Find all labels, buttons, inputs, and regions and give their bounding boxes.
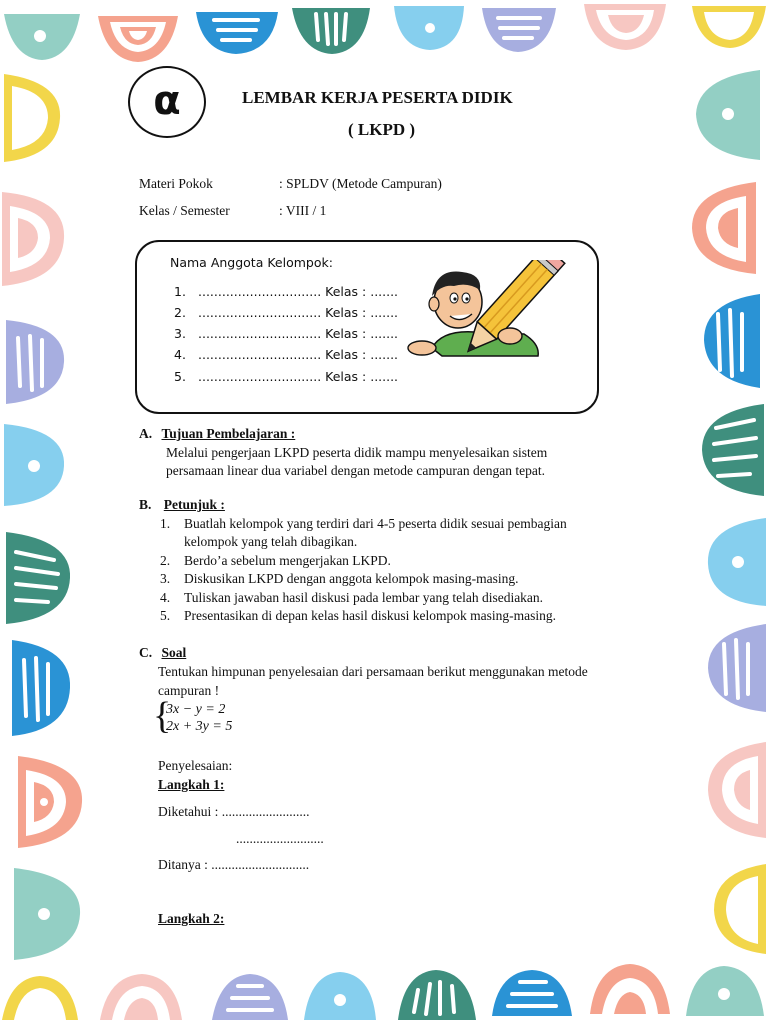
materi-value: : SPLDV (Metode Campuran) <box>279 176 442 191</box>
kelas-value: : VIII / 1 <box>279 203 327 218</box>
instruction-text-continued: kelompok yang telah dibagikan. <box>184 534 358 549</box>
instruction-text: Diskusikan LKPD dengan anggota kelompok masing-masing. <box>184 571 519 586</box>
instruction-text: Presentasikan di depan kelas hasil diskusi kelompok masing-masing. <box>184 608 556 623</box>
section-c-heading <box>139 645 186 661</box>
section-a-text-line2: persamaan linear dua variabel dengan metode campuran dengan tepat. <box>166 463 545 478</box>
diketahui-line: Diketahui : .......................... <box>158 804 310 819</box>
member-number: 4. <box>174 347 186 362</box>
instruction-number: 2. <box>160 553 171 568</box>
section-a-letter: A. <box>139 426 153 441</box>
equation-brace: { <box>153 695 172 737</box>
langkah-2-heading: Langkah 2: <box>158 911 225 926</box>
section-b-title: Petunjuk : <box>163 497 225 512</box>
instruction-text: Buatlah kelompok yang terdiri dari 4-5 peserta didik sesuai pembagian <box>184 516 567 531</box>
member-entry: ............................... Kelas : ....... <box>198 284 399 299</box>
section-a-text-line1: Melalui pengerjaan LKPD peserta didik mampu menyelesaikan sistem <box>166 445 548 460</box>
alpha-logo <box>128 66 206 138</box>
member-entry: ............................... Kelas : ....... <box>198 305 399 320</box>
instruction-item <box>160 571 518 587</box>
section-c-title: Soal <box>161 645 187 660</box>
penyelesaian-label: Penyelesaian: <box>158 758 233 773</box>
instruction-item <box>160 553 391 569</box>
instruction-number: 1. <box>160 516 171 531</box>
instruction-item <box>160 516 567 532</box>
soal-text-line1: Tentukan himpunan penyelesaian dari persamaan berikut menggunakan metode <box>158 664 588 679</box>
member-row <box>174 284 398 299</box>
cartoon-boy-pencil-illustration <box>402 260 572 382</box>
member-number: 5. <box>174 369 186 384</box>
soal-text-line2: campuran ! <box>158 683 220 698</box>
member-entry: ............................... Kelas : ....... <box>198 369 399 384</box>
member-number: 3. <box>174 326 186 341</box>
equation-2: 2x + 3y = 5 <box>166 719 233 734</box>
member-row <box>174 347 398 362</box>
member-entry: ............................... Kelas : ....... <box>198 347 399 362</box>
group-box-title: Nama Anggota Kelompok: <box>170 255 333 270</box>
document-title: LEMBAR KERJA PESERTA DIDIK <box>242 88 513 107</box>
section-c-letter: C. <box>139 645 153 660</box>
member-row <box>174 369 398 384</box>
diketahui-line-2: .......................... <box>236 831 324 846</box>
section-a-title: Tujuan Pembelajaran : <box>161 426 296 441</box>
member-row <box>174 326 398 341</box>
langkah-1-heading: Langkah 1: <box>158 777 225 792</box>
member-number: 1. <box>174 284 186 299</box>
instruction-number: 4. <box>160 590 171 605</box>
instruction-item <box>160 590 543 606</box>
document-subtitle: ( LKPD ) <box>348 120 416 139</box>
instruction-item <box>160 608 556 624</box>
equation-1: 3x − y = 2 <box>166 702 226 717</box>
member-row <box>174 305 398 320</box>
section-b-heading <box>139 497 225 513</box>
member-entry: ............................... Kelas : ....... <box>198 326 399 341</box>
ditanya-line: Ditanya : ............................. <box>158 857 310 872</box>
alpha-logo-letter: α <box>153 78 181 124</box>
section-a-heading <box>139 426 295 442</box>
instruction-number: 3. <box>160 571 171 586</box>
section-b-letter: B. <box>139 497 152 512</box>
member-number: 2. <box>174 305 186 320</box>
instruction-text: Tuliskan jawaban hasil diskusi pada lembar yang telah disediakan. <box>184 590 544 605</box>
kelas-label: Kelas / Semester <box>139 203 230 218</box>
instruction-number: 5. <box>160 608 171 623</box>
materi-label: Materi Pokok <box>139 176 213 191</box>
instruction-text: Berdo’a sebelum mengerjakan LKPD. <box>184 553 391 568</box>
